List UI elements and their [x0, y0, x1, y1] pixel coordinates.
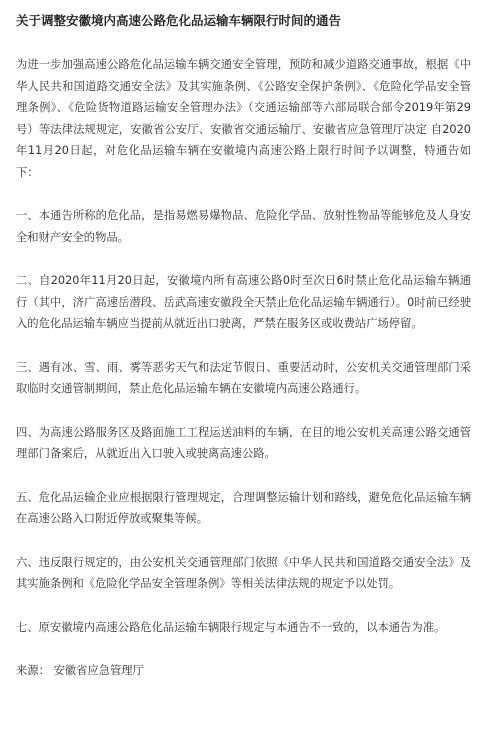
clause-6-paragraph: 六、违反限行规定的，由公安机关交通管理部门依照《中华人民共和国道路交通安全法》及其实施条例和《危险化学品安全管理条例》等相关法律法规的规定予以处罚。: [16, 555, 471, 590]
intro-paragraph: 为进一步加强高速公路危化品运输车辆交通安全管理，预防和减少道路交通事故，根据《中华人民共和国道路交通安全法》及其实施条例、《公路安全保护条例》、《危险化学品安全管理条例》、《危险货物道路运输安全管理办法》（交通运输部等六部局联合部令2019年第29号）等法律法规规定，安徽省公安厅、安徽省交通运输厅、安徽省应急管理厅决定 自2020年11月20日起，对危化品运输车辆在安徽境内高速公路上限行时间予以调整，特通告如下：: [16, 58, 471, 179]
clause-1-paragraph: 一、本通告所称的危化品，是指易燃易爆物品、危险化学品、放射性物品等能够危及人身安全和财产安全的物品。: [16, 209, 471, 244]
clause-3-paragraph: 三、遇有冰、雪、雨、雾等恶劣天气和法定节假日、重要活动时，公安机关交通管理部门采取临时交通管制期间，禁止危化品运输车辆在安徽境内高速公路通行。: [16, 360, 471, 395]
clause-4-paragraph: 四、为高速公路服务区及路面施工工程运送油料的车辆，在目的地公安机关高速公路交通管理部门备案后，从就近出入口驶入或驶离高速公路。: [16, 425, 471, 460]
notice-title: 关于调整安徽境内高速公路危化品运输车辆限行时间的通告: [16, 13, 342, 28]
clause-2-paragraph: 二、自2020年11月20日起，安徽境内所有高速公路0时至次日6时禁止危化品运输车辆通行（其中，济广高速岳潜段、岳武高速安徽段全天禁止危化品运输车辆通行）。0时前已经驶入的危化品运输车辆应当提前从就近出口驶离，严禁在服务区或收费站广场停留。: [16, 274, 471, 330]
clause-7-paragraph: 七、原安徽境内高速公路危化品运输车辆限行规定与本通告不一致的，以本通告为准。: [16, 620, 446, 634]
clause-5-paragraph: 五、危化品运输企业应根据限行管理规定，合理调整运输计划和路线，避免危化品运输车辆在高速公路入口附近停放或聚集等候。: [16, 490, 471, 525]
source-line: 来源： 安徽省应急管理厅: [16, 664, 144, 677]
